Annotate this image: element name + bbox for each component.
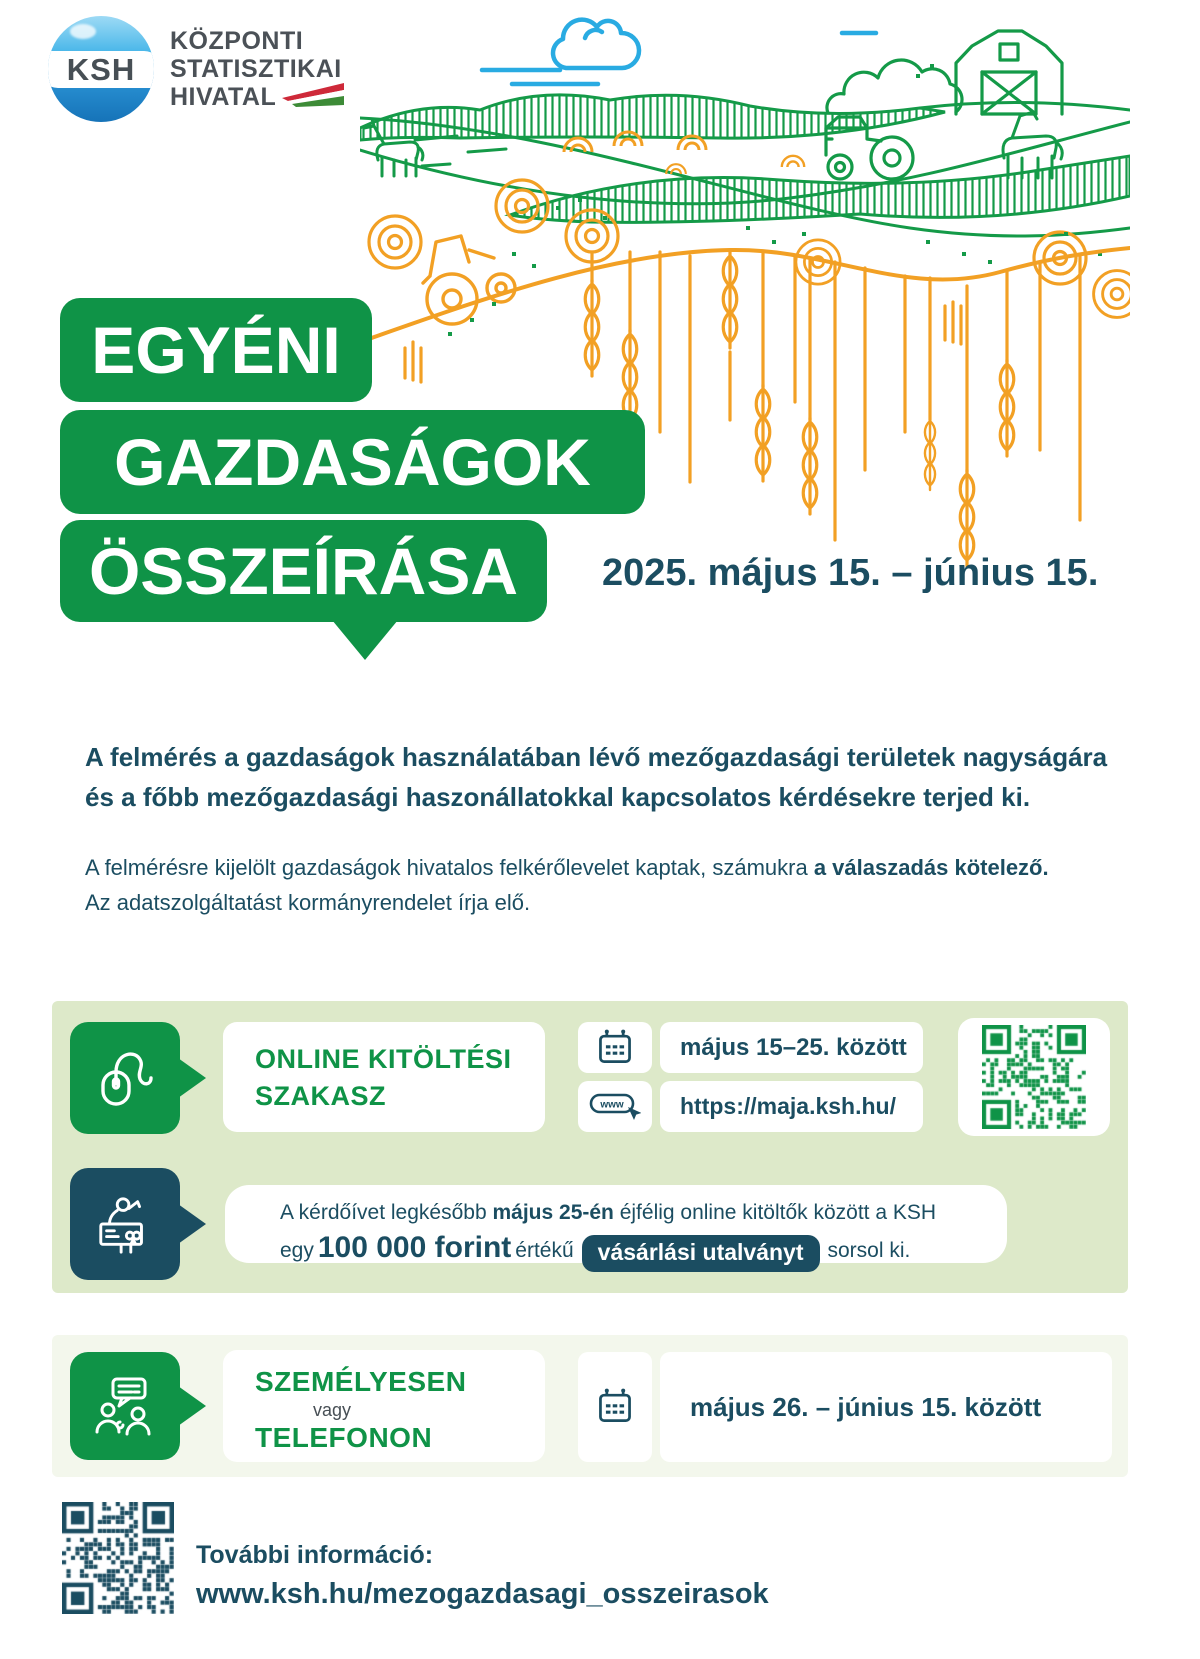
conversation-icon: [93, 1374, 157, 1438]
logo-org-line3: HIVATAL: [170, 83, 344, 111]
logo-shine: [70, 24, 96, 39]
online-url-box: [660, 1081, 923, 1132]
prize-line1: A kérdőívet legkésőbb május 25-én éjfélig online kitöltők között a KSH: [280, 1201, 937, 1224]
hills: [360, 95, 1130, 236]
calendar-icon: [595, 1028, 635, 1068]
title-line-3: ÖSSZEÍRÁSA: [60, 520, 547, 622]
more-info-url: www.ksh.hu/mezogazdasagi_osszeirasok: [196, 1578, 769, 1610]
personal-calendar-box: [578, 1352, 652, 1462]
online-url: https://maja.ksh.hu/: [680, 1093, 896, 1119]
mandatory-response-text: a válaszadás kötelező.: [813, 855, 1049, 880]
www-icon: [589, 1092, 641, 1122]
prize-line2: egy 100 000 forint értékű vásárlási utalványt sorsol ki.: [280, 1231, 1007, 1269]
ksh-logo: [48, 16, 344, 122]
ksh-logo-sphere: [48, 16, 154, 122]
personal-heading: SZEMÉLYESEN vagy TELEFONON: [223, 1350, 545, 1454]
vagy-separator: vagy: [313, 1400, 352, 1420]
logo-org-name: [170, 27, 344, 111]
lottery-bubble: [70, 1168, 180, 1280]
prize-amount: 100 000 forint: [317, 1231, 512, 1264]
online-calendar-box: [578, 1022, 652, 1073]
intro-lead: [85, 737, 1107, 817]
title-line-1: EGYÉNI: [60, 298, 372, 402]
title-speech-tail: [332, 620, 398, 660]
personal-date-box: [660, 1352, 1112, 1462]
cloud-icon: [482, 20, 876, 84]
intro-body-line1: A felmérésre kijelölt gazdaságok hivatalos felkérőlevelet kaptak, számukra a válaszadás kötelező.: [85, 855, 1049, 880]
personal-bubble: [70, 1352, 180, 1460]
online-bubble: [70, 1022, 180, 1134]
calendar-icon: [595, 1387, 635, 1427]
voucher-badge: vásárlási utalványt: [582, 1235, 820, 1272]
census-date-range: 2025. május 15. – június 15.: [602, 552, 1099, 594]
title-line-2: GAZDASÁGOK: [60, 410, 645, 514]
online-qr-code: [982, 1025, 1086, 1129]
online-heading: ONLINE KITÖLTÉSI SZAKASZ: [255, 1044, 512, 1111]
svg-text:www: www: [600, 1099, 624, 1110]
tractor-orange-icon: [423, 236, 515, 324]
intro-lead-line1: A felmérés a gazdaságok használatában lévő mezőgazdasági területek nagyságára: [85, 742, 1108, 772]
online-date-box: [660, 1022, 923, 1073]
logo-org-line2: STATISZTIKAI: [170, 55, 342, 83]
logo-org-line1: KÖZPONTI: [170, 27, 304, 55]
footer-qr-code: [62, 1502, 174, 1614]
logo-band: [48, 51, 154, 88]
more-info-label: További információ:: [196, 1541, 434, 1569]
mouse-icon: [93, 1046, 157, 1110]
online-www-box: [578, 1081, 652, 1132]
hungarian-flag-swoosh-icon: [282, 83, 344, 107]
online-qr-box: [958, 1018, 1110, 1136]
intro-lead-line2: és a főbb mezőgazdasági haszonállatokkal kapcsolatos kérdésekre terjed ki.: [85, 782, 1031, 812]
online-heading-box: [223, 1022, 545, 1132]
online-date: május 15–25. között: [680, 1033, 907, 1061]
personal-date: május 26. – június 15. között: [690, 1391, 1042, 1422]
intro-body-line2: Az adatszolgáltatást kormányrendelet írja elő.: [85, 890, 531, 915]
gift-lottery-icon: [94, 1191, 156, 1257]
logo-monogram: KSH: [66, 51, 136, 87]
prize-text-box: [225, 1185, 1007, 1263]
personal-heading-box: [223, 1350, 545, 1462]
intro-body: [85, 850, 1049, 920]
